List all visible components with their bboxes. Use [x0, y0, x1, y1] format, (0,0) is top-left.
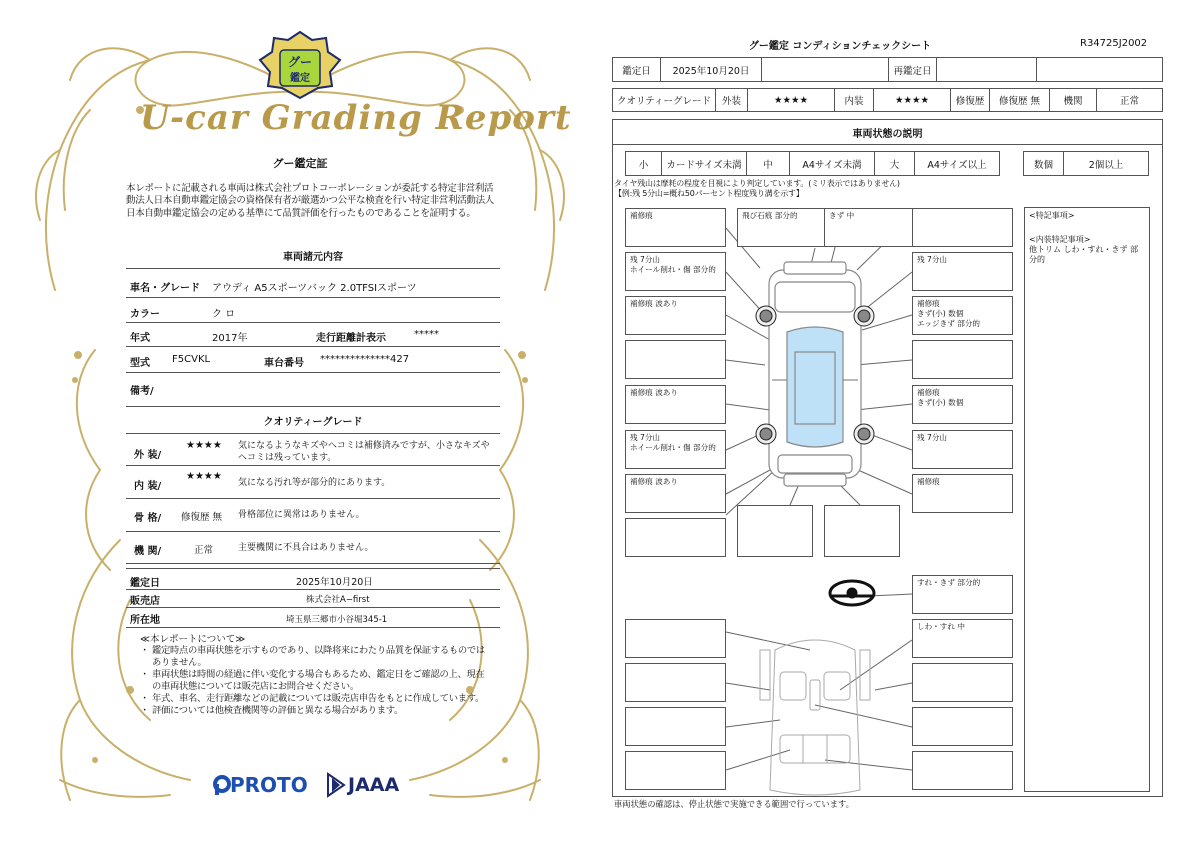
address-row — [126, 608, 500, 628]
legend-small-value: カードサイズ未満 — [661, 151, 747, 176]
year-value: 2017年 — [212, 333, 248, 344]
legend-small-label: 小 — [625, 151, 662, 176]
color-row — [126, 298, 500, 323]
damage-box-bottom-2 — [737, 505, 813, 557]
note-item: ・ 評価については他検査機関等の評価と異なる場合があります。 — [140, 705, 492, 717]
damage-box-bottom-3 — [824, 505, 900, 557]
note-item: ・ 鑑定時点の車両状態を示すものであり、以降将来にわたり品質を保証するものではありません。 — [140, 645, 492, 669]
legend-medium-value: A4サイズ未満 — [789, 151, 875, 176]
interior-grade-row — [126, 466, 500, 499]
damage-box-top-4 — [912, 208, 1013, 247]
address-label: 所在地 — [130, 615, 160, 626]
mileage-label: 走行距離計表示 — [316, 333, 386, 344]
notes-list — [140, 645, 492, 717]
frame-grade-row — [126, 499, 500, 532]
repair-label: 修復歴 — [950, 88, 990, 112]
date-value: 2025年10月20日 — [660, 57, 762, 82]
grade-section-title: クオリティーグレード — [263, 417, 363, 428]
exterior-stars: ★★★★ — [186, 440, 222, 451]
proto-logo-text: PROTO — [230, 773, 308, 797]
model-row — [126, 347, 500, 373]
engine-value: 正常 — [194, 545, 214, 556]
color-value: ク ロ — [212, 309, 236, 320]
legend-count-value: 2個以上 — [1063, 151, 1149, 176]
interior-special-heading: <内装特記事項> — [1029, 235, 1091, 244]
special-heading: <特記事項> — [1029, 211, 1075, 220]
damage-box-right-5: 残 7分山 — [912, 430, 1013, 469]
color-label: カラー — [130, 309, 160, 320]
vehicle-name-row — [126, 268, 500, 298]
goo-kantei-badge — [260, 32, 340, 98]
damage-box-interior-left-1 — [625, 619, 726, 658]
legend-medium-label: 中 — [746, 151, 790, 176]
reinspect-label: 再鑑定日 — [888, 57, 937, 82]
spec-section-title: 車両諸元内容 — [283, 252, 343, 263]
tire-note-line: タイヤ残山は摩耗の程度を目視により判定しています。(ミリ表示ではありません) — [614, 179, 900, 188]
address-value: 埼玉県三郷市小谷堀345-1 — [286, 615, 388, 625]
year-row — [126, 323, 500, 347]
chassis-label: 車台番号 — [264, 358, 304, 369]
exterior-stars: ★★★★ — [747, 88, 835, 112]
legend-large-value: A4サイズ以上 — [914, 151, 1000, 176]
certificate-intro: 本レポートに記載される車両は株式会社プロトコーポレーションが委託する特定非営利活動法人日本自動車鑑定協会の資格保有者が厳選かつ公平な検査を行い特定非営利活動法人日本自動車鑑定協会の定める基準にて品質評価を行ったものであることを証明する。 — [126, 183, 495, 219]
damage-box-left-5: 残 7分山 ホイール削れ・傷 部分的 — [625, 430, 726, 469]
remarks-row — [126, 373, 500, 407]
panel-title: 車両状態の説明 — [613, 120, 1162, 145]
dealer-value: 株式会社A−first — [306, 595, 370, 605]
chassis-value: **************427 — [320, 354, 410, 365]
inspection-date-row — [126, 568, 500, 590]
proto-logo-icon — [212, 774, 232, 796]
legend-count-label: 数個 — [1023, 151, 1064, 176]
repair-value: 修復歴 無 — [989, 88, 1050, 112]
damage-box-left-6: 補修痕 波あり — [625, 474, 726, 513]
inspection-date-value: 2025年10月20日 — [296, 577, 373, 588]
damage-box-left-3 — [625, 340, 726, 379]
frame-desc: 骨格部位に異常はありません。 — [238, 510, 365, 520]
engine-value: 正常 — [1096, 88, 1163, 112]
damage-box-interior-left-3 — [625, 707, 726, 746]
exterior-desc: 気になるようなキズやヘコミは補修済みですが、小さなキズやヘコミは残っています。 — [238, 441, 490, 463]
damage-box-bottom-1 — [625, 518, 726, 557]
dealer-row — [126, 590, 500, 608]
damage-box-right-3 — [912, 340, 1013, 379]
jaaa-logo-text: JAAA — [348, 774, 400, 796]
condition-check-sheet — [600, 0, 1200, 848]
notes-heading: ≪本レポートについて≫ — [140, 634, 246, 645]
damage-box-right-4: 補修痕 きず(小) 数個 — [912, 385, 1013, 424]
dealer-label: 販売店 — [130, 596, 160, 607]
engine-label: 機 関/ — [134, 546, 162, 557]
exterior-grade-row — [126, 433, 500, 466]
date-label: 鑑定日 — [612, 57, 661, 82]
jaaa-logo-icon — [326, 772, 346, 798]
logos — [212, 770, 412, 800]
damage-box-interior-left-2 — [625, 663, 726, 702]
engine-label: 機関 — [1049, 88, 1097, 112]
tire-note-line: 【例:残 5分山=概ね50パーセント程度残り溝を示す】 — [614, 189, 804, 198]
special-notes-box — [1024, 207, 1150, 792]
model-value: F5CVKL — [172, 354, 211, 365]
interior-desc: 気になる汚れ等が部分的にあります。 — [238, 478, 391, 488]
exterior-label: 外装 — [715, 88, 748, 112]
interior-label: 内装 — [834, 88, 874, 112]
damage-box-left-2: 補修痕 波あり — [625, 296, 726, 335]
reinspect-blank — [1036, 57, 1163, 82]
legend-large-label: 大 — [874, 151, 915, 176]
report-title: U-car Grading Report — [140, 98, 572, 138]
damage-box-top-1: 補修痕 — [625, 208, 726, 247]
note-item: ・ 車両状態は時間の経過に伴い変化する場合もあるため、鑑定日をご確認の上、現在の車両状態については販売店にお問合せください。 — [140, 669, 492, 693]
engine-desc: 主要機関に不具合はありません。 — [238, 543, 374, 553]
engine-grade-row — [126, 532, 500, 564]
interior-stars: ★★★★ — [873, 88, 951, 112]
damage-box-right-2: 補修痕 きず(小) 数個 エッジきず 部分的 — [912, 296, 1013, 335]
damage-box-interior-right-3 — [912, 707, 1013, 746]
damage-box-top-3: きず 中 — [824, 208, 925, 247]
frame-value: 修復歴 無 — [181, 512, 223, 523]
vehicle-name-value: アウディ A5スポーツバック 2.0TFSIスポーツ — [212, 283, 417, 294]
footnote: 車両状態の確認は、停止状態で実施できる範囲で行っています。 — [614, 799, 854, 809]
mileage-value: ***** — [414, 329, 439, 340]
damage-box-left-4: 補修痕 波あり — [625, 385, 726, 424]
damage-box-interior-left-4 — [625, 751, 726, 790]
interior-label: 内 装/ — [134, 481, 162, 492]
vehicle-name-label: 車名・グレード — [130, 283, 200, 294]
svg-text:鑑定: 鑑定 — [290, 73, 310, 84]
damage-box-left-1: 残 7分山 ホイール削れ・傷 部分的 — [625, 252, 726, 291]
model-label: 型式 — [130, 358, 150, 369]
svg-text:グー: グー — [287, 55, 313, 69]
frame-label: 骨 格/ — [134, 513, 162, 524]
damage-box-steering: すれ・きず 部分的 — [912, 575, 1013, 614]
sheet-title: グー鑑定 コンディションチェックシート — [748, 41, 932, 52]
exterior-label: 外 装/ — [134, 450, 162, 461]
inspection-date-label: 鑑定日 — [130, 578, 160, 589]
grade-label: クオリティーグレード — [612, 88, 716, 112]
damage-box-interior-right-4 — [912, 751, 1013, 790]
damage-box-right-6: 補修痕 — [912, 474, 1013, 513]
interior-stars: ★★★★ — [186, 471, 222, 482]
tire-note — [614, 179, 900, 199]
note-item: ・ 年式、車名、走行距離などの記載については販売店申告をもとに作成しています。 — [140, 693, 492, 705]
date-blank — [761, 57, 889, 82]
year-label: 年式 — [130, 333, 150, 344]
damage-box-interior-right-1: しわ・すれ 中 — [912, 619, 1013, 658]
certificate-title: グー鑑定証 — [272, 157, 328, 170]
damage-box-interior-right-2 — [912, 663, 1013, 702]
interior-special-text: 他トリム しわ・すれ・きず 部分的 — [1029, 245, 1139, 264]
sheet-id: R34725J2002 — [1080, 38, 1148, 49]
reinspect-value — [936, 57, 1037, 82]
damage-box-top-2: 飛び石痕 部分的 — [737, 208, 838, 247]
damage-box-right-1: 残 7分山 — [912, 252, 1013, 291]
remarks-label: 備考/ — [130, 386, 154, 397]
